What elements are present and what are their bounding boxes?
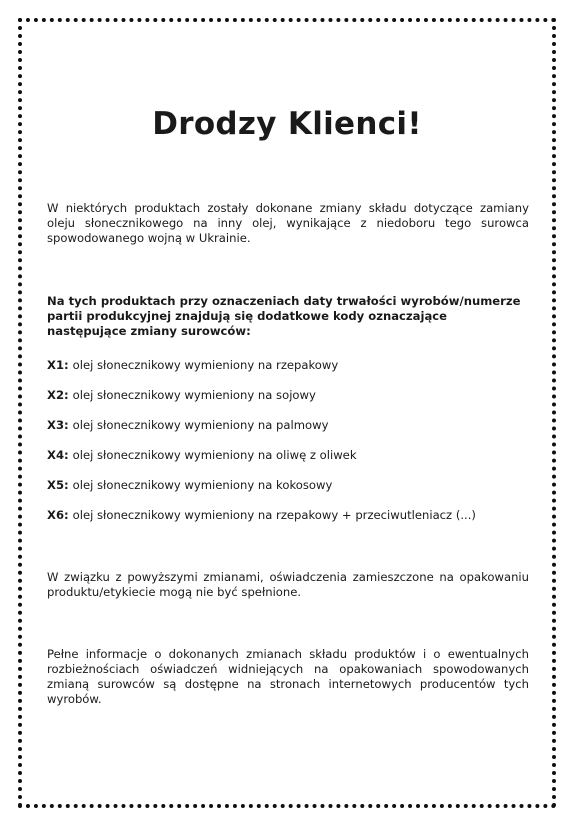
code-description: olej słonecznikowy wymieniony na rzepakowy + przeciwutleniacz (...) [72,508,476,522]
code-label: X1: [47,358,69,372]
codes-list [47,358,537,538]
code-item [47,448,537,478]
code-description: olej słonecznikowy wymieniony na kokosowy [72,478,333,492]
code-label: X2: [47,388,69,402]
code-description: olej słonecznikowy wymieniony na oliwę z oliwek [72,448,357,462]
code-label: X6: [47,508,69,522]
code-label: X4: [47,448,69,462]
codes-heading: Na tych produktach przy oznaczeniach daty trwałości wyrobów/numerze partii produkcyjnej znajdują się dodatkowe kody oznaczające następujące zmiany surowców: [47,294,521,338]
code-item [47,508,537,538]
code-item [47,418,537,448]
code-item [47,388,537,418]
intro-paragraph: W niektórych produktach zostały dokonane zmiany składu dotyczące zamiany oleju słonecznikowego na inny olej, wynikające z niedoboru tego surowca spowodowanego wojną w Ukrainie. [47,201,529,245]
code-item [47,358,537,388]
code-description: olej słonecznikowy wymieniony na palmowy [72,418,329,432]
code-label: X3: [47,418,69,432]
info-paragraph: Pełne informacje o dokonanych zmianach składu produktów i o ewentualnych rozbieżnościach oświadczeń widniejących na opakowaniach spowodowanych zmianą surowców są dostępne na stronach internetowych producentów tych wyrobów. [47,647,529,706]
code-item [47,478,537,508]
code-description: olej słonecznikowy wymieniony na sojowy [72,388,316,402]
statement-paragraph: W związku z powyższymi zmianami, oświadczenia zamieszczone na opakowaniu produktu/etykiecie mogą nie być spełnione. [47,570,529,599]
code-description: olej słonecznikowy wymieniony na rzepakowy [72,358,339,372]
notice-title: Drodzy Klienci! [152,106,422,142]
code-label: X5: [47,478,69,492]
